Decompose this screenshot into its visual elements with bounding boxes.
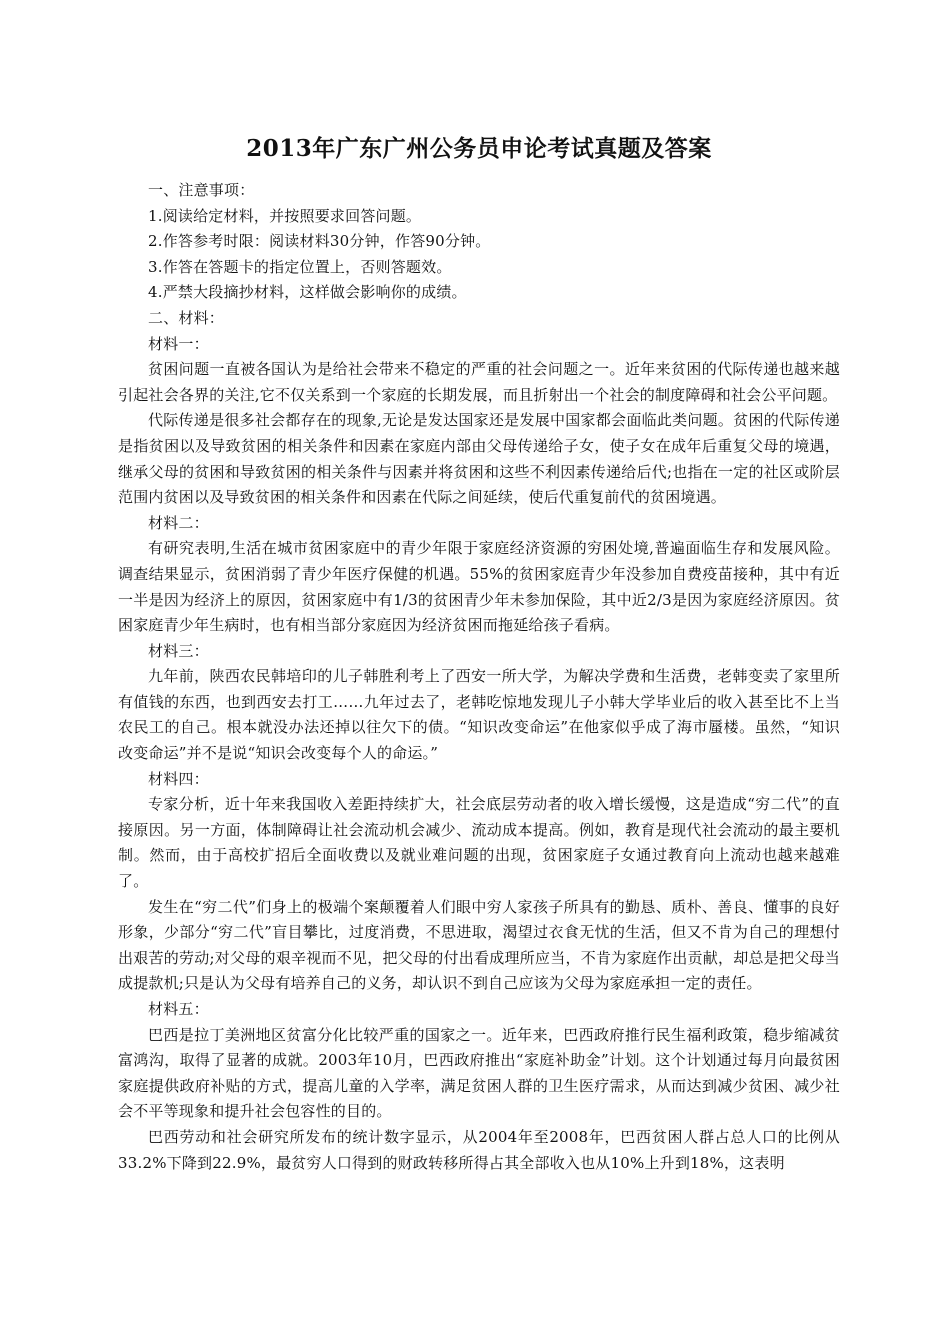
material-5-heading: 材料五： [148,1000,209,1018]
material-4-heading: 材料四： [148,769,209,788]
material-3-paragraph-1: 九年前，陕西农民韩培印的儿子韩胜利考上了西安一所大学，为解决学费和生活费，老韩变卖了家里所有值钱的东西，也到西安去打工……九年过去了，老韩吃惊地发现儿子小韩大学毕业后的收入甚至比不上当农民工的自己。根本就没办法还掉以往欠下的债。“知识改变命运”在他家似乎成了海市蜃楼。虽然，“知识改变命运”并不是说“知识会改变每个人的命运。” [118,667,840,763]
material-2-heading: 材料二： [148,513,209,532]
section-heading-notes: 一、注意事项： [148,181,255,199]
note-item-1: 1.阅读给定材料，并按照要求回答问题。 [148,206,422,225]
material-1-heading: 材料一： [148,334,209,353]
note-item-4: 4.严禁大段摘抄材料，这样做会影响你的成绩。 [148,283,467,302]
material-4-paragraph-2: 发生在“穷二代”们身上的极端个案颠覆着人们眼中穷人家孩子所具有的勤恳、质朴、善良、懂事的良好形象，少部分“穷二代”盲目攀比，过度消费，不思进取，渴望过衣食无忧的生活，但又不肯为自己的理想付出艰苦的劳动;对父母的艰辛视而不见，把父母的付出看成理所应当，不肯为家庭作出贡献，却总是把父母当成提款机;只是认为父母有培养自己的义务，却认识不到自己应该为父母为家庭承担一定的责任。 [118,897,840,993]
section-heading-materials: 二、材料： [148,308,225,327]
material-5-paragraph-1: 巴西是拉丁美洲地区贫富分化比较严重的国家之一。近年来，巴西政府推行民生福利政策，稳步缩减贫富鸿沟，取得了显著的成就。2003年10月，巴西政府推出“家庭补助金”计划。这个计划通过每月向最贫困家庭提供政府补贴的方式，提高儿童的入学率，满足贫困人群的卫生医疗需求，从而达到减少贫困、减少社会不平等现象和提升社会包容性的目的。 [118,1025,840,1121]
material-5-paragraph-2: 巴西劳动和社会研究所发布的统计数字显示，从2004年至2008年，巴西贫困人群占总人口的比例从33.2%下降到22.9%，最贫穷人口得到的财政转移所得占其全部收入也从10%上升到18%，这表明 [118,1127,840,1172]
document-title: 2013年广东广州公务员申论考试真题及答案 [246,135,712,162]
material-1-paragraph-1: 贫困问题一直被各国认为是给社会带来不稳定的严重的社会问题之一。近年来贫困的代际传递也越来越引起社会各界的关注,它不仅关系到一个家庭的长期发展，而且折射出一个社会的制度障碍和社会公平问题。 [118,360,840,404]
note-item-3: 3.作答在答题卡的指定位置上，否则答题效。 [148,257,452,276]
material-3-heading: 材料三： [148,641,209,660]
document-page [118,132,840,1176]
material-2-paragraph-1: 有研究表明,生活在城市贫困家庭中的青少年限于家庭经济资源的穷困处境,普遍面临生存和发展风险。调查结果显示，贫困消弱了青少年医疗保健的机遇。55%的贫困家庭青少年没参加自费疫苗接种，其中有近一半是因为经济上的原因，贫困家庭中有1/3的贫困青少年未参加保险，其中近2/3是因为家庭经济原因。贫困家庭青少年生病时，也有相当部分家庭因为经济贫困而拖延给孩子看病。 [118,539,840,635]
note-item-2: 2.作答参考时限：阅读材料30分钟，作答90分钟。 [148,232,491,251]
material-1-paragraph-2: 代际传递是很多社会都存在的现象,无论是发达国家还是发展中国家都会面临此类问题。贫困的代际传递是指贫困以及导致贫困的相关条件和因素在家庭内部由父母传递给子女，使子女在成年后重复父母的境遇，继承父母的贫困和导致贫困的相关条件与因素并将贫困和这些不利因素传递给后代;也指在一定的社区或阶层范围内贫困以及导致贫困的相关条件和因素在代际之间延续，使后代重复前代的贫困境遇。 [118,411,840,507]
material-4-paragraph-1: 专家分析，近十年来我国收入差距持续扩大，社会底层劳动者的收入增长缓慢，这是造成“穷二代”的直接原因。另一方面，体制障碍让社会流动机会减少、流动成本提高。例如，教育是现代社会流动的最主要机制。然而，由于高校扩招后全面收费以及就业难问题的出现，贫困家庭子女通过教育向上流动也越来越难了。 [118,795,840,891]
